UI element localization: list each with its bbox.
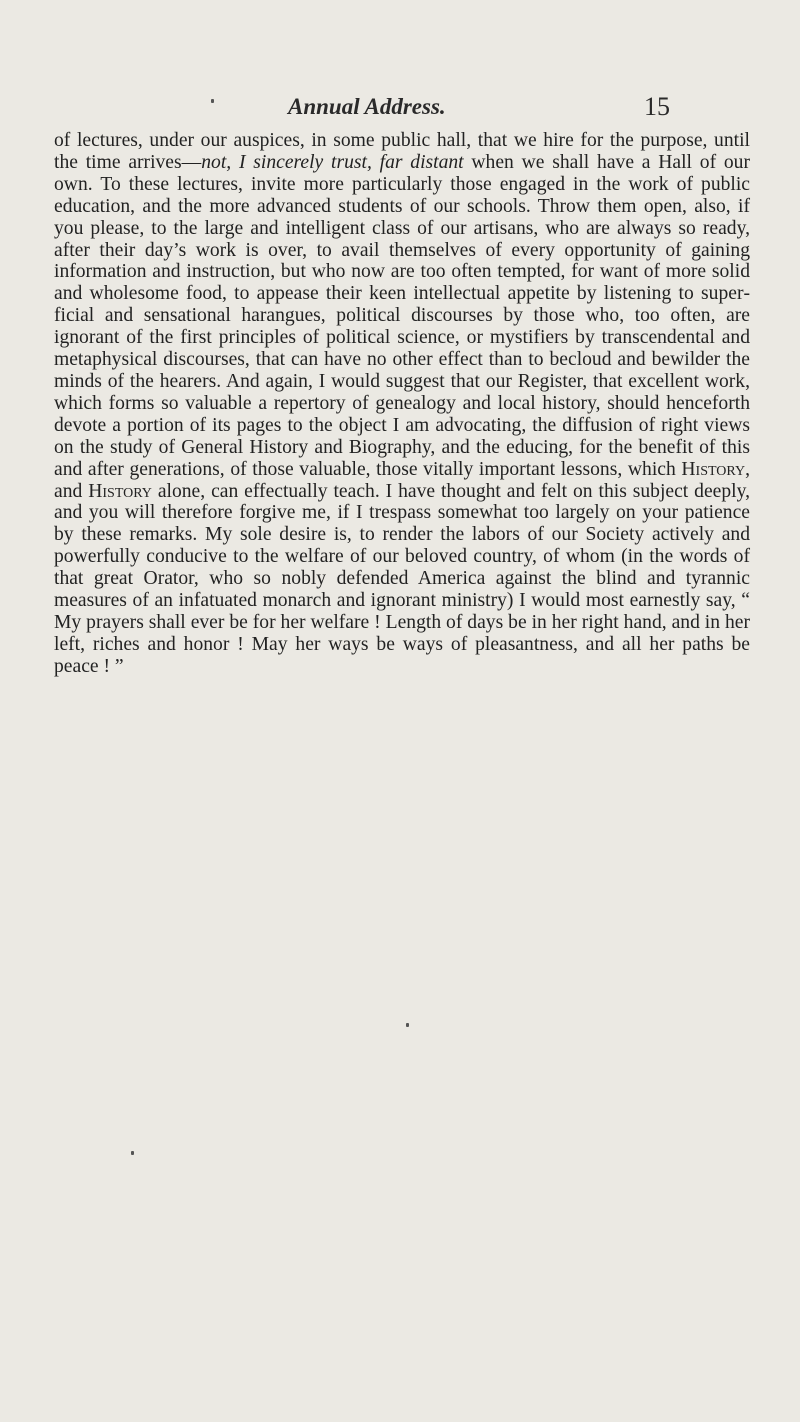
text-segment: alone, can effectually teach. I have thought and felt on this subject deeply, and you will therefore forgive me, if I trespass somewhat too largely on your patience by these remarks. My sole desire is, to render the labors of our Society actively and powerfully conducive to the welfare of our beloved country, of whom (in the words of that great Orator, who so nobly defended America against the blind and tyrannic measures of an infatuated monarch and ignorant ministry) I would most earnestly say, “ My prayers shall ever be for her welfare ! Length of days be in her right hand, and in her left, riches and honor ! May her ways be ways of pleasantness, and all her paths be peace ! ”	[54, 480, 750, 677]
page-number: 15	[644, 92, 670, 121]
italic-phrase: not, I sincerely trust, far distant	[201, 151, 464, 173]
ink-fleck	[406, 1023, 409, 1027]
running-title: Annual Address.	[288, 94, 446, 119]
ink-fleck	[211, 99, 214, 103]
smallcaps-word: History	[88, 480, 152, 502]
body-paragraph	[54, 130, 750, 678]
text-segment: when we shall have a Hall of our own. To these lectures, invite more particularly those engaged in the work of public education, and the more advanced students of our schools. Throw them open, also, if you please, to the large and intelligent class of our artisans, who are always so ready, after their day’s work is over, to avail themselves of every opportunity of gaining information and instruction, but who now are too often tempted, for want of more solid and wholesome food, to appease their keen intellectual appetite by listening to superficial and sensational harangues, political discourses by those who, too often, are ignorant of the first principles of political science, or mystifiers by transcendental and metaphysical discourses, that can have no other effect than to becloud and bewilder the minds of the hearers. And again, I would suggest that our Register, that excellent work, which forms so valuable a repertory of genealogy and local history, should henceforth devote a portion of its pages to the object I am advocating, the diffusion of right views on the study of General History and Biography, and the educing, for the benefit of this and after generations, of those valuable, those vitally important lessons, which	[54, 151, 750, 480]
text-segment: of lectures, under our auspices, in some public hall, that we hire for the purpose, until the time arrives—	[54, 130, 750, 173]
running-head	[0, 94, 800, 130]
smallcaps-word: History	[681, 458, 746, 480]
text-segment: , and	[54, 458, 750, 502]
ink-fleck	[131, 1151, 134, 1155]
